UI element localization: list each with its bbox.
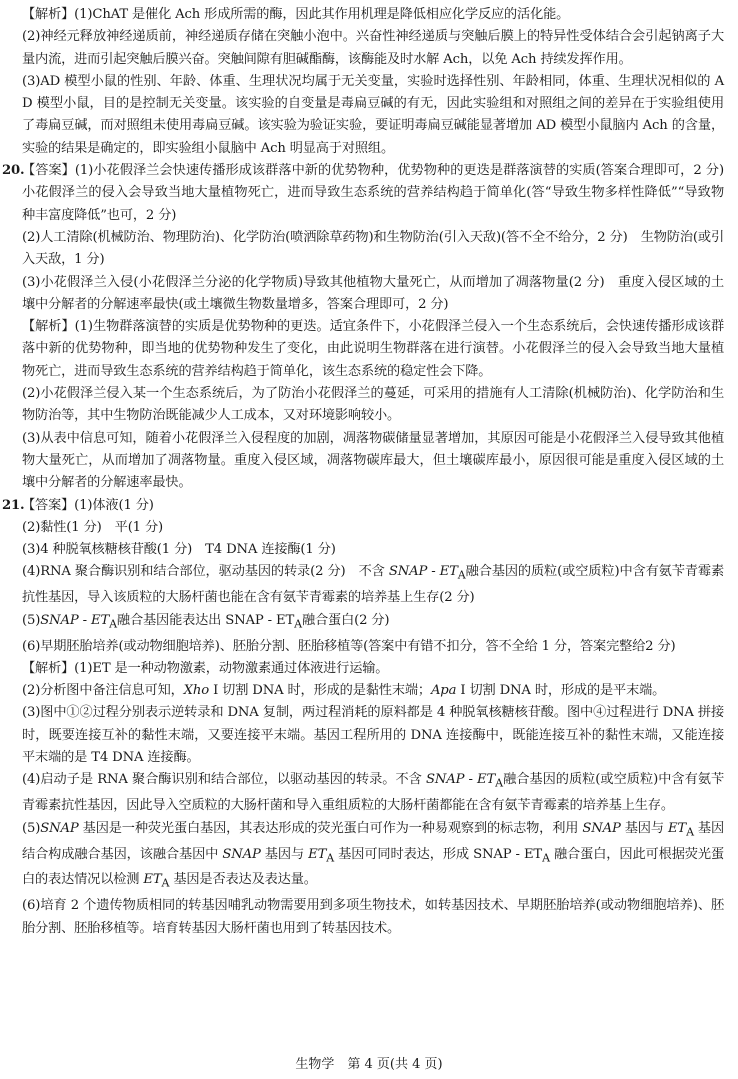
question-number: 20.: [2, 163, 25, 179]
analysis-paragraph: (6)培育 2 个遗传物质相同的转基因哺乳动物需要用到多项生物技术，如转基因技术、早期胚胎培养(或动物细胞培养)、胚胎分割、胚胎移植等。培育转基因大肠杆菌也用到了转基因技术。: [22, 898, 724, 936]
text-run: 基因与: [620, 820, 668, 836]
analysis-paragraph: (3)AD 模型小鼠的性别、年龄、体重、生理状况均属于无关变量，实验时选择性别、年龄相同，体重、生理状况相似的 AD 模型小鼠，目的是控制无关变量。该实验的自变量是毒扁豆碱的有无，因此实验组和对照组之间的差异在于实验组使用了毒扁豆碱，而对照组未使用毒扁豆碱。该实验为验证实验，要证明毒扁豆碱能显著增加 AD 模型小鼠脑内 Ach 的含量，实验的结果是确定的，即实验组小鼠脑中 Ach 明显高于对照组。: [22, 73, 724, 156]
answer-paragraph: [22, 561, 724, 609]
text-run: 融合基因的质粒(或空质粒)中含有氨苄青霉素抗性基因，导入该质粒的大肠杆菌也能在含有氨苄青霉素的培养基上生存(2 分): [22, 564, 725, 606]
analysis-paragraph: [22, 818, 724, 896]
question-21: [2, 495, 725, 940]
text-run: 融合基因的质粒(或空质粒)中含有氨苄青霉素抗性基因，因此导入空质粒的大肠杆菌和导入重组质粒的大肠杆菌都能在含有氨苄青霉素的培养基上生存。: [22, 772, 724, 814]
analysis-paragraph: (2)小花假泽兰侵入某一个生态系统后，为了防治小花假泽兰的蔓延，可采用的措施有人工清除(机械防治)、化学防治和生物防治等，其中生物防治既能减少人工成本，又对环境影响较小。: [22, 386, 724, 424]
answer-paragraph: (2)人工清除(机械防治、物理防治)、化学防治(喷洒除草药物)和生物防治(引入天敌)(答不全不给分，2 分) 生物防治(或引入天敌，1 分): [22, 229, 724, 268]
subscript: A: [542, 851, 550, 865]
text-run: 融合蛋白(2 分): [301, 612, 390, 628]
analysis-paragraph: 【解析】(1)ET 是一种动物激素，动物激素通过体液进行运输。: [22, 660, 389, 676]
gene-name: ET: [308, 846, 327, 862]
gene-name: SNAP - ET: [40, 612, 110, 628]
gene-name: SNAP: [582, 820, 621, 836]
gene-name: SNAP: [40, 820, 79, 836]
subscript: A: [326, 851, 335, 865]
text-run: 融合蛋白，因此可根据荧光蛋白的表达情况以检测: [22, 846, 725, 888]
question-20: [2, 160, 738, 494]
analysis-paragraph: [22, 680, 724, 702]
enzyme-name: Xho: [183, 683, 210, 699]
gene-name: SNAP - ET: [388, 564, 458, 580]
gene-name: SNAP: [222, 846, 261, 862]
subscript: A: [457, 569, 466, 583]
analysis-paragraph: (3)从表中信息可知，随着小花假泽兰入侵程度的加剧，凋落物碳储量显著增加，其原因可能是小花假泽兰入侵导致其他植物大量死亡，从而增加了凋落物量。重度入侵区域，凋落物碳库最大，但土壤碳库最小，原因很可能是重度入侵区域的土壤中分解者的分解速率最快。: [22, 430, 724, 491]
text-run: (5): [22, 612, 41, 628]
text-run: (4)RNA 聚合酶识别和结合部位，驱动基因的转录(2 分) 不含: [22, 564, 389, 580]
analysis-paragraph: 【解析】(1)生物群落演替的实质是优势物种的更迭。适宜条件下，小花假泽兰侵入一个生态系统后，会快速传播形成该群落中新的优势物种，即当地的优势物种发生了变化，由此说明生物群落在进行演替。小花假泽兰的侵入会导致当地大量植物死亡，进而导致生态系统的营养结构趋于简单化，该生态系统的稳定性会下降。: [22, 319, 724, 379]
answer-paragraph: (3)4 种脱氧核糖核苷酸(1 分) T4 DNA 连接酶(1 分): [22, 542, 336, 558]
text-run: Ⅰ 切割 DNA 时，形成的是平末端。: [456, 683, 666, 699]
gene-name: ET: [143, 872, 162, 888]
text-run: 基因是一种荧光蛋白基因，其表达形成的荧光蛋白可作为一种易观察到的标志物，利用: [78, 820, 583, 836]
analysis-paragraph: 【解析】(1)ChAT 是催化 Ach 形成所需的酶，因此其作用机理是降低相应化学反应的活化能。: [22, 7, 570, 22]
text-run: 基因与: [260, 846, 309, 862]
analysis-paragraph: [22, 769, 724, 817]
subscript: A: [495, 777, 503, 791]
enzyme-name: Apa: [430, 683, 457, 699]
text-run: Ⅰ 切割 DNA 时，形成的是黏性末端；: [209, 683, 431, 699]
answer-paragraph: 【答案】(1)体液(1 分): [22, 497, 154, 513]
answer-paragraph: 【答案】(1)小花假泽兰会快速传播形成该群落中新的优势物种，优势物种的更迭是群落演替的实质(答案合理即可，2 分) 小花假泽兰的侵入会导致当地大量植物死亡，进而导致生态系统的营养结构趋于简单化(答“导致生物多样性降低”“导致物种丰富度降低”也可，2 分): [22, 163, 738, 223]
analysis-paragraph: (2)神经元释放神经递质前，神经递质存储在突触小泡中。兴奋性神经递质与突触后膜上的特异性受体结合会引起钠离子大量内流，进而引起突触后膜兴奋。突触间隙有胆碱酯酶，该酶能及时水解 Ach，以免 Ach 持续发挥作用。: [22, 29, 724, 67]
gene-name: ET: [667, 820, 687, 836]
question-number: 21.: [2, 497, 25, 513]
subscript: A: [294, 617, 302, 631]
subscript: A: [686, 825, 694, 839]
text-run: (5): [22, 820, 41, 836]
text-run: 基因可同时表达，形成 SNAP - ET: [334, 846, 543, 862]
answer-paragraph: (6)早期胚胎培养(或动物细胞培养)、胚胎分割、胚胎移植等(答案中有错不扣分，答不全给 1 分，答案完整给2 分): [22, 638, 676, 654]
text-run: 基因是否表达及表达量。: [169, 872, 317, 888]
text-run: 融合基因能表达出 SNAP - ET: [116, 612, 295, 628]
answer-paragraph: (2)黏性(1 分) 平(1 分): [22, 519, 163, 535]
analysis-paragraph: (3)图中①②过程分别表示逆转录和 DNA 复制，两过程消耗的原料都是 4 种脱氧核糖核苷酸。图中④过程进行 DNA 拼接时，既要连接互补的黏性末端，又要连接平末端。基因工程所用的 DNA 连接酶中，既能连接互补的黏性末端，又能连接平末端的是 T4 DNA 连接酶。: [22, 705, 724, 766]
text-run: (4)启动子是 RNA 聚合酶识别和结合部位，以驱动基因的转录。不含: [22, 772, 426, 788]
answer-paragraph: (3)小花假泽兰入侵(小花假泽兰分泌的化学物质)导致其他植物大量死亡，从而增加了凋落物量(2 分) 重度入侵区域的土壤中分解者的分解速率最快(或土壤微生物数量增多，答案合理即可，2 分): [22, 274, 724, 312]
gene-name: SNAP - ET: [425, 772, 496, 788]
answer-paragraph: [22, 610, 724, 636]
text-run: 基因结合构成融合基因，该融合基因中: [22, 820, 724, 862]
page-footer: 生物学 第 4 页(共 4 页): [295, 1057, 443, 1072]
text-run: (2)分析图中备注信息可知，: [22, 683, 184, 699]
subscript: A: [109, 617, 117, 631]
subscript: A: [161, 877, 170, 891]
